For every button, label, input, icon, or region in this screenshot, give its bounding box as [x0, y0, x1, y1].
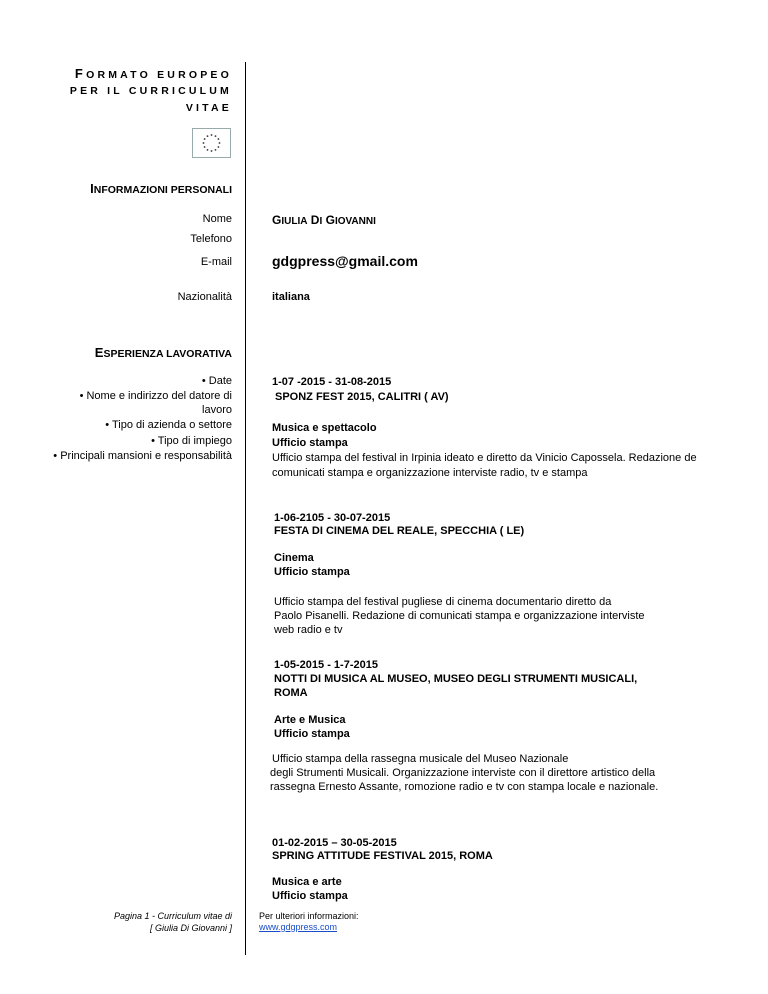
duties-label: • Principali mansioni e responsabilità	[53, 450, 232, 462]
eu-flag-logo	[192, 128, 231, 158]
job2-dates: 1-06-2105 - 30-07-2015	[274, 512, 391, 524]
job4-employer: SPRING ATTITUDE FESTIVAL 2015, ROMA	[272, 850, 493, 862]
job3-employer: NOTTI DI MUSICA AL MUSEO, MUSEO DEGLI STRUMENTI MUSICALI,	[274, 673, 638, 685]
job1-role: Ufficio stampa	[272, 437, 348, 449]
job3-description-line1: Ufficio stampa della rassegna musicale del Museo Nazionale	[272, 753, 569, 765]
job-type-label: • Tipo di impiego	[151, 435, 232, 447]
job1-description-line1: Ufficio stampa del festival in Irpinia ideato e diretto da Vinicio Capossela. Redazione de	[272, 452, 697, 464]
footer-page-label: Pagina 1 - Curriculum vitae di	[113, 911, 232, 921]
email-value: gdgpress@gmail.com	[272, 253, 418, 269]
cv-title-line2: PER IL CURRICULUM	[69, 85, 232, 97]
sector-label: • Tipo di azienda o settore	[105, 419, 232, 431]
job3-description-line2: degli Strumenti Musicali. Organizzazione interviste con il direttore artistico della	[270, 767, 656, 779]
job1-sector: Musica e spettacolo	[272, 422, 377, 434]
footer-website-link[interactable]: www.gdgpress.com	[259, 922, 338, 932]
section-heading-experience: ESPERIENZA LAVORATIVA	[94, 345, 232, 360]
job2-description-line3: web radio e tv	[274, 624, 343, 636]
name-value: GIULIA DI GIOVANNI	[272, 213, 376, 227]
eu-stars-icon	[193, 129, 230, 157]
job1-employer: SPONZ FEST 2015, CALITRI ( AV)	[275, 391, 449, 403]
name-label: Nome	[202, 213, 232, 225]
cv-title-line1: FORMATO EUROPEO	[74, 66, 232, 81]
job1-dates: 1-07 -2015 - 31-08-2015	[272, 376, 392, 388]
job3-role: Ufficio stampa	[274, 728, 350, 740]
employer-label: • Nome e indirizzo del datore di	[79, 390, 232, 402]
phone-label: Telefono	[190, 233, 232, 245]
column-divider	[245, 62, 246, 955]
dates-label: • Date	[201, 375, 232, 387]
job3-dates: 1-05-2015 - 1-7-2015	[274, 659, 378, 671]
email-label: E-mail	[200, 256, 232, 268]
footer-cv-name: [ Giulia Di Giovanni ]	[149, 923, 232, 933]
employer-label-cont: lavoro	[202, 404, 232, 416]
job2-employer: FESTA DI CINEMA DEL REALE, SPECCHIA ( LE)	[274, 525, 525, 537]
job1-description-line2: comunicati stampa e organizzazione interviste radio, tv e stampa	[272, 467, 588, 479]
job2-sector: Cinema	[274, 552, 314, 564]
nationality-value: italiana	[272, 291, 310, 303]
job4-role: Ufficio stampa	[272, 890, 348, 902]
nationality-label: Nazionalità	[177, 291, 232, 303]
footer-info-label: Per ulteriori informazioni:	[259, 911, 359, 921]
job2-description-line1: Ufficio stampa del festival pugliese di cinema documentario diretto da	[274, 596, 612, 608]
job3-sector: Arte e Musica	[274, 714, 346, 726]
job2-description-line2: Paolo Pisanelli. Redazione di comunicati stampa e organizzazione interviste	[274, 610, 645, 622]
job4-dates: 01-02-2015 – 30-05-2015	[272, 837, 397, 849]
cv-title-line3: VITAE	[185, 102, 232, 114]
job4-sector: Musica e arte	[272, 876, 342, 888]
job3-employer-cont: ROMA	[274, 687, 308, 699]
section-heading-personal: INFORMAZIONI PERSONALI	[90, 181, 232, 196]
job3-description-line3: rassegna Ernesto Assante, romozione radio e tv con stampa locale e nazionale.	[270, 781, 659, 793]
job2-role: Ufficio stampa	[274, 566, 350, 578]
